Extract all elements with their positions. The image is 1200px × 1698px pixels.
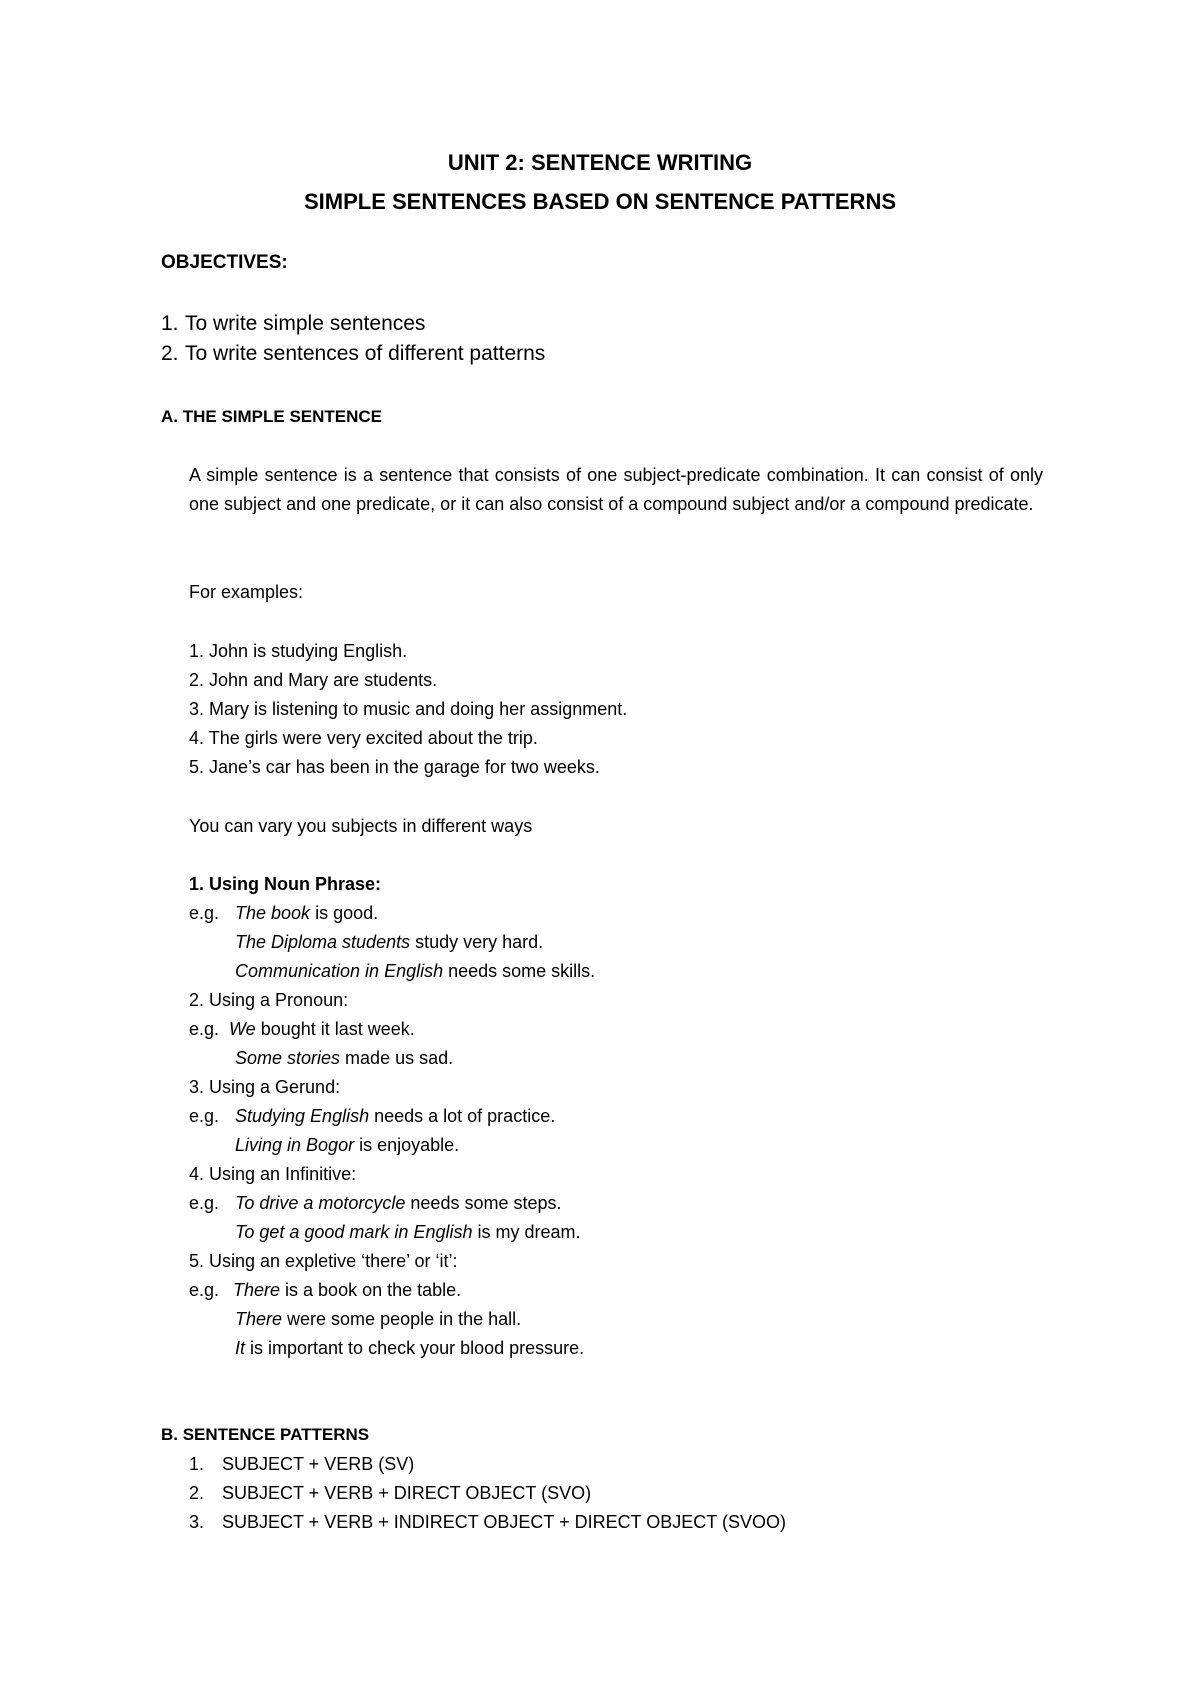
example-item: [189, 698, 627, 720]
subject-example: [235, 1337, 584, 1359]
pattern-number: 2.: [189, 1483, 205, 1503]
example-number: 3.: [189, 699, 205, 719]
example-predicate: study very hard.: [410, 932, 544, 952]
eg-label: e.g.: [189, 1193, 220, 1213]
example-predicate: bought it last week.: [255, 1019, 415, 1039]
example-subject: To drive a motorcycle: [235, 1193, 406, 1213]
pattern-text: SUBJECT + VERB + INDIRECT OBJECT + DIRECT OBJECT (SVOO): [222, 1512, 786, 1532]
pattern-number: 3.: [189, 1512, 205, 1532]
example-number: 1.: [189, 641, 205, 661]
example-subject: We: [229, 1019, 256, 1039]
subject-example: [235, 960, 595, 982]
page-title: UNIT 2: SENTENCE WRITING: [447, 150, 753, 175]
subject-example: [235, 1105, 555, 1127]
eg-label: e.g.: [189, 1280, 220, 1300]
example-subject: There: [235, 1309, 283, 1329]
example-item: [189, 756, 600, 778]
example-text: Mary is listening to music and doing her assignment.: [209, 699, 628, 719]
subject-example: [235, 1047, 453, 1069]
subject-type-heading: 3. Using a Gerund:: [189, 1077, 341, 1097]
example-number: 5.: [189, 757, 205, 777]
example-item: [189, 727, 538, 749]
subject-example: [189, 1279, 219, 1301]
objective-text: To write simple sentences: [185, 312, 426, 335]
page-subtitle: SIMPLE SENTENCES BASED ON SENTENCE PATTERNS: [303, 189, 897, 214]
subject-example: [235, 1221, 581, 1243]
pattern-item: [189, 1511, 786, 1533]
objective-item: [161, 311, 425, 337]
example-predicate: were some people in the hall.: [282, 1309, 522, 1329]
subject-example: [189, 1105, 219, 1127]
example-predicate: is enjoyable.: [354, 1135, 460, 1155]
example-subject: The book: [235, 903, 311, 923]
objective-item: [161, 341, 545, 367]
examples-intro: For examples:: [189, 582, 304, 602]
example-predicate: made us sad.: [340, 1048, 454, 1068]
pattern-text: SUBJECT + VERB (SV): [222, 1454, 415, 1474]
subject-type-heading: 4. Using an Infinitive:: [189, 1164, 357, 1184]
subject-type-heading: 2. Using a Pronoun:: [189, 990, 349, 1010]
example-subject: Some stories: [235, 1048, 341, 1068]
subject-example: [189, 1192, 219, 1214]
example-item: [189, 669, 437, 691]
pattern-item: [189, 1482, 591, 1504]
subject-example: [235, 1134, 459, 1156]
subject-example: [235, 1308, 521, 1330]
example-subject: Studying English: [235, 1106, 370, 1126]
example-subject: There: [233, 1280, 281, 1300]
example-number: 4.: [189, 728, 205, 748]
example-subject: Living in Bogor: [235, 1135, 355, 1155]
subject-example: [189, 1018, 219, 1040]
vary-subjects-intro: You can vary you subjects in different ways: [189, 816, 533, 836]
example-number: 2.: [189, 670, 205, 690]
simple-sentence-definition: A simple sentence is a sentence that consists of one subject-predicate combination. It can consist of only one subject and one predicate, or it can also consist of a compound subject and/or a compound predicate.: [189, 465, 1043, 514]
eg-label: e.g.: [189, 1106, 220, 1126]
example-predicate: is important to check your blood pressure.: [245, 1338, 585, 1358]
example-text: Jane’s car has been in the garage for two weeks.: [209, 757, 600, 777]
objective-text: To write sentences of different patterns: [185, 342, 546, 365]
example-subject: It: [235, 1338, 246, 1358]
pattern-text: SUBJECT + VERB + DIRECT OBJECT (SVO): [222, 1483, 592, 1503]
example-predicate: is my dream.: [472, 1222, 581, 1242]
eg-label: e.g.: [189, 903, 220, 923]
example-predicate: is good.: [310, 903, 379, 923]
section-a-heading: A. THE SIMPLE SENTENCE: [161, 407, 383, 426]
eg-label: e.g.: [189, 1019, 220, 1039]
pattern-number: 1.: [189, 1454, 205, 1474]
example-predicate: is a book on the table.: [280, 1280, 462, 1300]
example-predicate: needs some steps.: [405, 1193, 562, 1213]
objective-number: 2.: [161, 342, 179, 365]
subject-example: [189, 902, 219, 924]
subject-example: [235, 931, 543, 953]
example-subject: To get a good mark in English: [235, 1222, 473, 1242]
subject-type-heading: 1. Using Noun Phrase:: [189, 874, 382, 894]
pattern-item: [189, 1453, 414, 1475]
subject-example: [235, 902, 378, 924]
example-subject: The Diploma students: [235, 932, 411, 952]
example-text: The girls were very excited about the trip.: [208, 728, 538, 748]
objectives-heading: OBJECTIVES:: [161, 252, 288, 273]
subject-example: [229, 1018, 415, 1040]
subject-type-heading: 5. Using an expletive ‘there’ or ‘it’:: [189, 1251, 458, 1271]
example-predicate: needs a lot of practice.: [369, 1106, 556, 1126]
example-subject: Communication in English: [235, 961, 444, 981]
example-text: John is studying English.: [209, 641, 408, 661]
example-item: [189, 640, 407, 662]
objective-number: 1.: [161, 312, 179, 335]
example-predicate: needs some skills.: [443, 961, 596, 981]
subject-example: [233, 1279, 461, 1301]
subject-example: [235, 1192, 562, 1214]
example-text: John and Mary are students.: [209, 670, 438, 690]
section-b-heading: B. SENTENCE PATTERNS: [161, 1425, 370, 1444]
